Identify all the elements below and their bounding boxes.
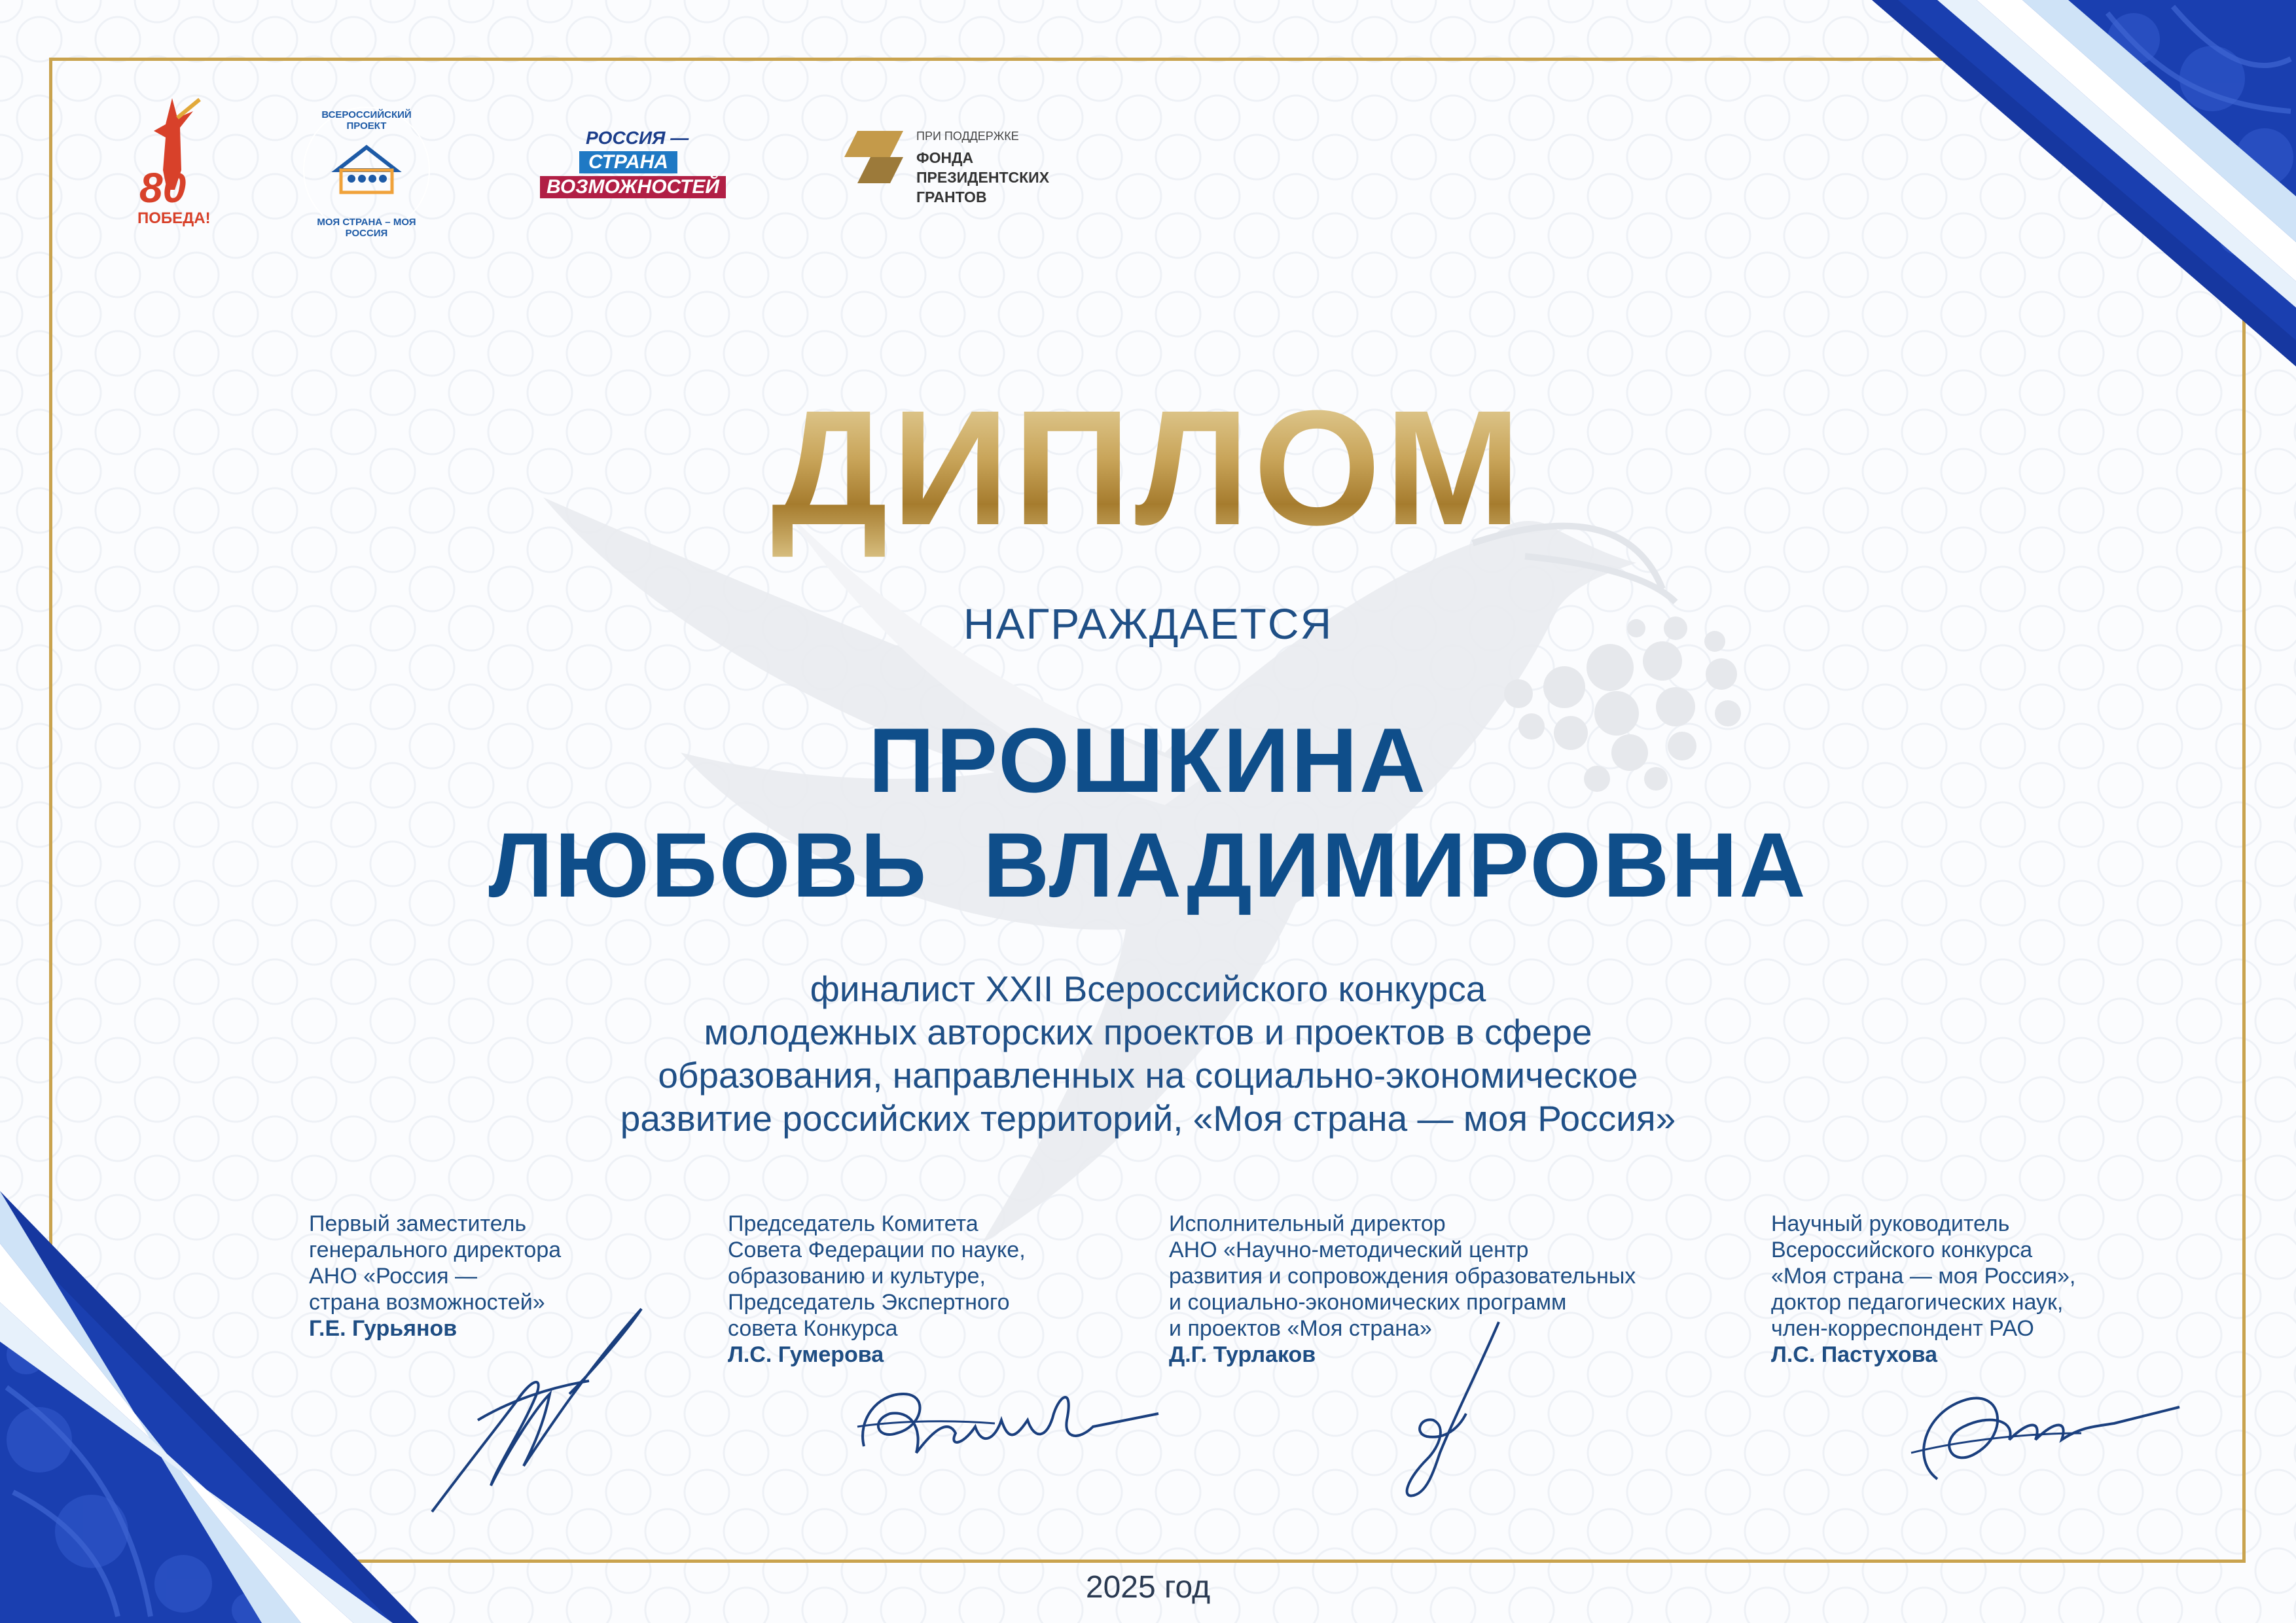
- corner-ornament-top-right: [1872, 0, 2296, 366]
- signatory-title-line: АНО «Научно-методический центр: [1169, 1238, 1529, 1262]
- description-line: развитие российских территорий, «Моя страна — моя Россия»: [620, 1098, 1676, 1139]
- signatory-title-line: АНО «Россия —: [309, 1264, 477, 1289]
- signatory-title-line: генерального директора: [309, 1238, 562, 1262]
- award-description: [0, 967, 2296, 1140]
- signatory-name: Д.Г. Турлаков: [1169, 1342, 1316, 1367]
- project-logo: [298, 101, 435, 239]
- signatory-title-line: и социально-экономических программ: [1169, 1290, 1567, 1315]
- signatory-title-line: Совета Федерации по науке,: [728, 1238, 1026, 1262]
- signatory-title-line: и проектов «Моя страна»: [1169, 1316, 1432, 1341]
- signatory-name: Л.С. Пастухова: [1771, 1342, 1938, 1367]
- description-line: образования, направленных на социально-экономическое: [658, 1055, 1638, 1096]
- awarded-label: НАГРАЖДАЕТСЯ: [963, 599, 1333, 648]
- fund-line1: ПРИ ПОДДЕРЖКЕ: [916, 130, 1019, 143]
- grants-emblem-icon: [844, 124, 916, 190]
- signatory-title-line: развития и сопровождения образовательных: [1169, 1264, 1636, 1289]
- signatory-name: Г.Е. Гурьянов: [309, 1316, 457, 1341]
- signature-guryanov: [419, 1296, 655, 1531]
- recipient-given-names: ЛЮБОВЬ ВЛАДИМИРОВНА: [488, 813, 1808, 916]
- presidential-grants-logo: [844, 124, 1106, 209]
- rsv-line3: ВОЗМОЖНОСТЕЙ: [540, 176, 726, 198]
- signatory-name: Л.С. Гумерова: [728, 1342, 884, 1367]
- signatory-title-line: Председатель Комитета: [728, 1211, 978, 1236]
- rsv-logo: [540, 128, 743, 206]
- rsv-line2: СТРАНА: [579, 151, 677, 173]
- signature-turlakov: [1388, 1315, 1518, 1505]
- diploma-title: ДИПЛОМ: [771, 376, 1525, 559]
- signatory-title-line: член-корреспондент РАО: [1771, 1316, 2034, 1341]
- signature-gumerova: [851, 1348, 1165, 1479]
- victory-number: 80: [139, 164, 187, 211]
- signatory-block: [728, 1211, 1026, 1368]
- houses-icon: [337, 147, 396, 192]
- signatory-title-line: образованию и культуре,: [728, 1264, 986, 1289]
- signatory-title-line: доктор педагогических наук,: [1771, 1290, 2064, 1315]
- description-line: молодежных авторских проектов и проектов в сфере: [704, 1012, 1592, 1052]
- project-ring-top: ВСЕРОССИЙСКИЙ ПРОЕКТ: [321, 109, 412, 132]
- description-line: финалист XXII Всероссийского конкурса: [810, 969, 1486, 1009]
- signatory-title-line: совета Конкурса: [728, 1316, 898, 1341]
- signatory-title-line: Всероссийского конкурса: [1771, 1238, 2033, 1262]
- signatory-title-line: «Моя страна — моя Россия»,: [1771, 1264, 2076, 1289]
- signatory-title-line: Исполнительный директор: [1169, 1211, 1446, 1236]
- rsv-line1: РОССИЯ —: [586, 128, 689, 148]
- fund-line3: ПРЕЗИДЕНТСКИХ: [916, 169, 1050, 186]
- recipient-surname: ПРОШКИНА: [868, 709, 1428, 812]
- project-ring-bottom: МОЯ СТРАНА – МОЯ РОССИЯ: [317, 217, 416, 239]
- signatory-title-line: страна возможностей»: [309, 1290, 545, 1315]
- signatory-title-line: Первый заместитель: [309, 1211, 527, 1236]
- diploma-year: 2025 год: [1085, 1570, 1211, 1605]
- signatory-title-line: Научный руководитель: [1771, 1211, 2010, 1236]
- victory-80-logo: [134, 92, 213, 229]
- signatory-title-line: Председатель Экспертного: [728, 1290, 1010, 1315]
- fund-line4: ГРАНТОВ: [916, 188, 987, 205]
- signature-pastukhova: [1898, 1361, 2186, 1492]
- signatory-block: [1771, 1211, 2075, 1368]
- fund-line2: ФОНДА: [916, 149, 974, 166]
- victory-caption: ПОБЕДА!: [137, 209, 211, 227]
